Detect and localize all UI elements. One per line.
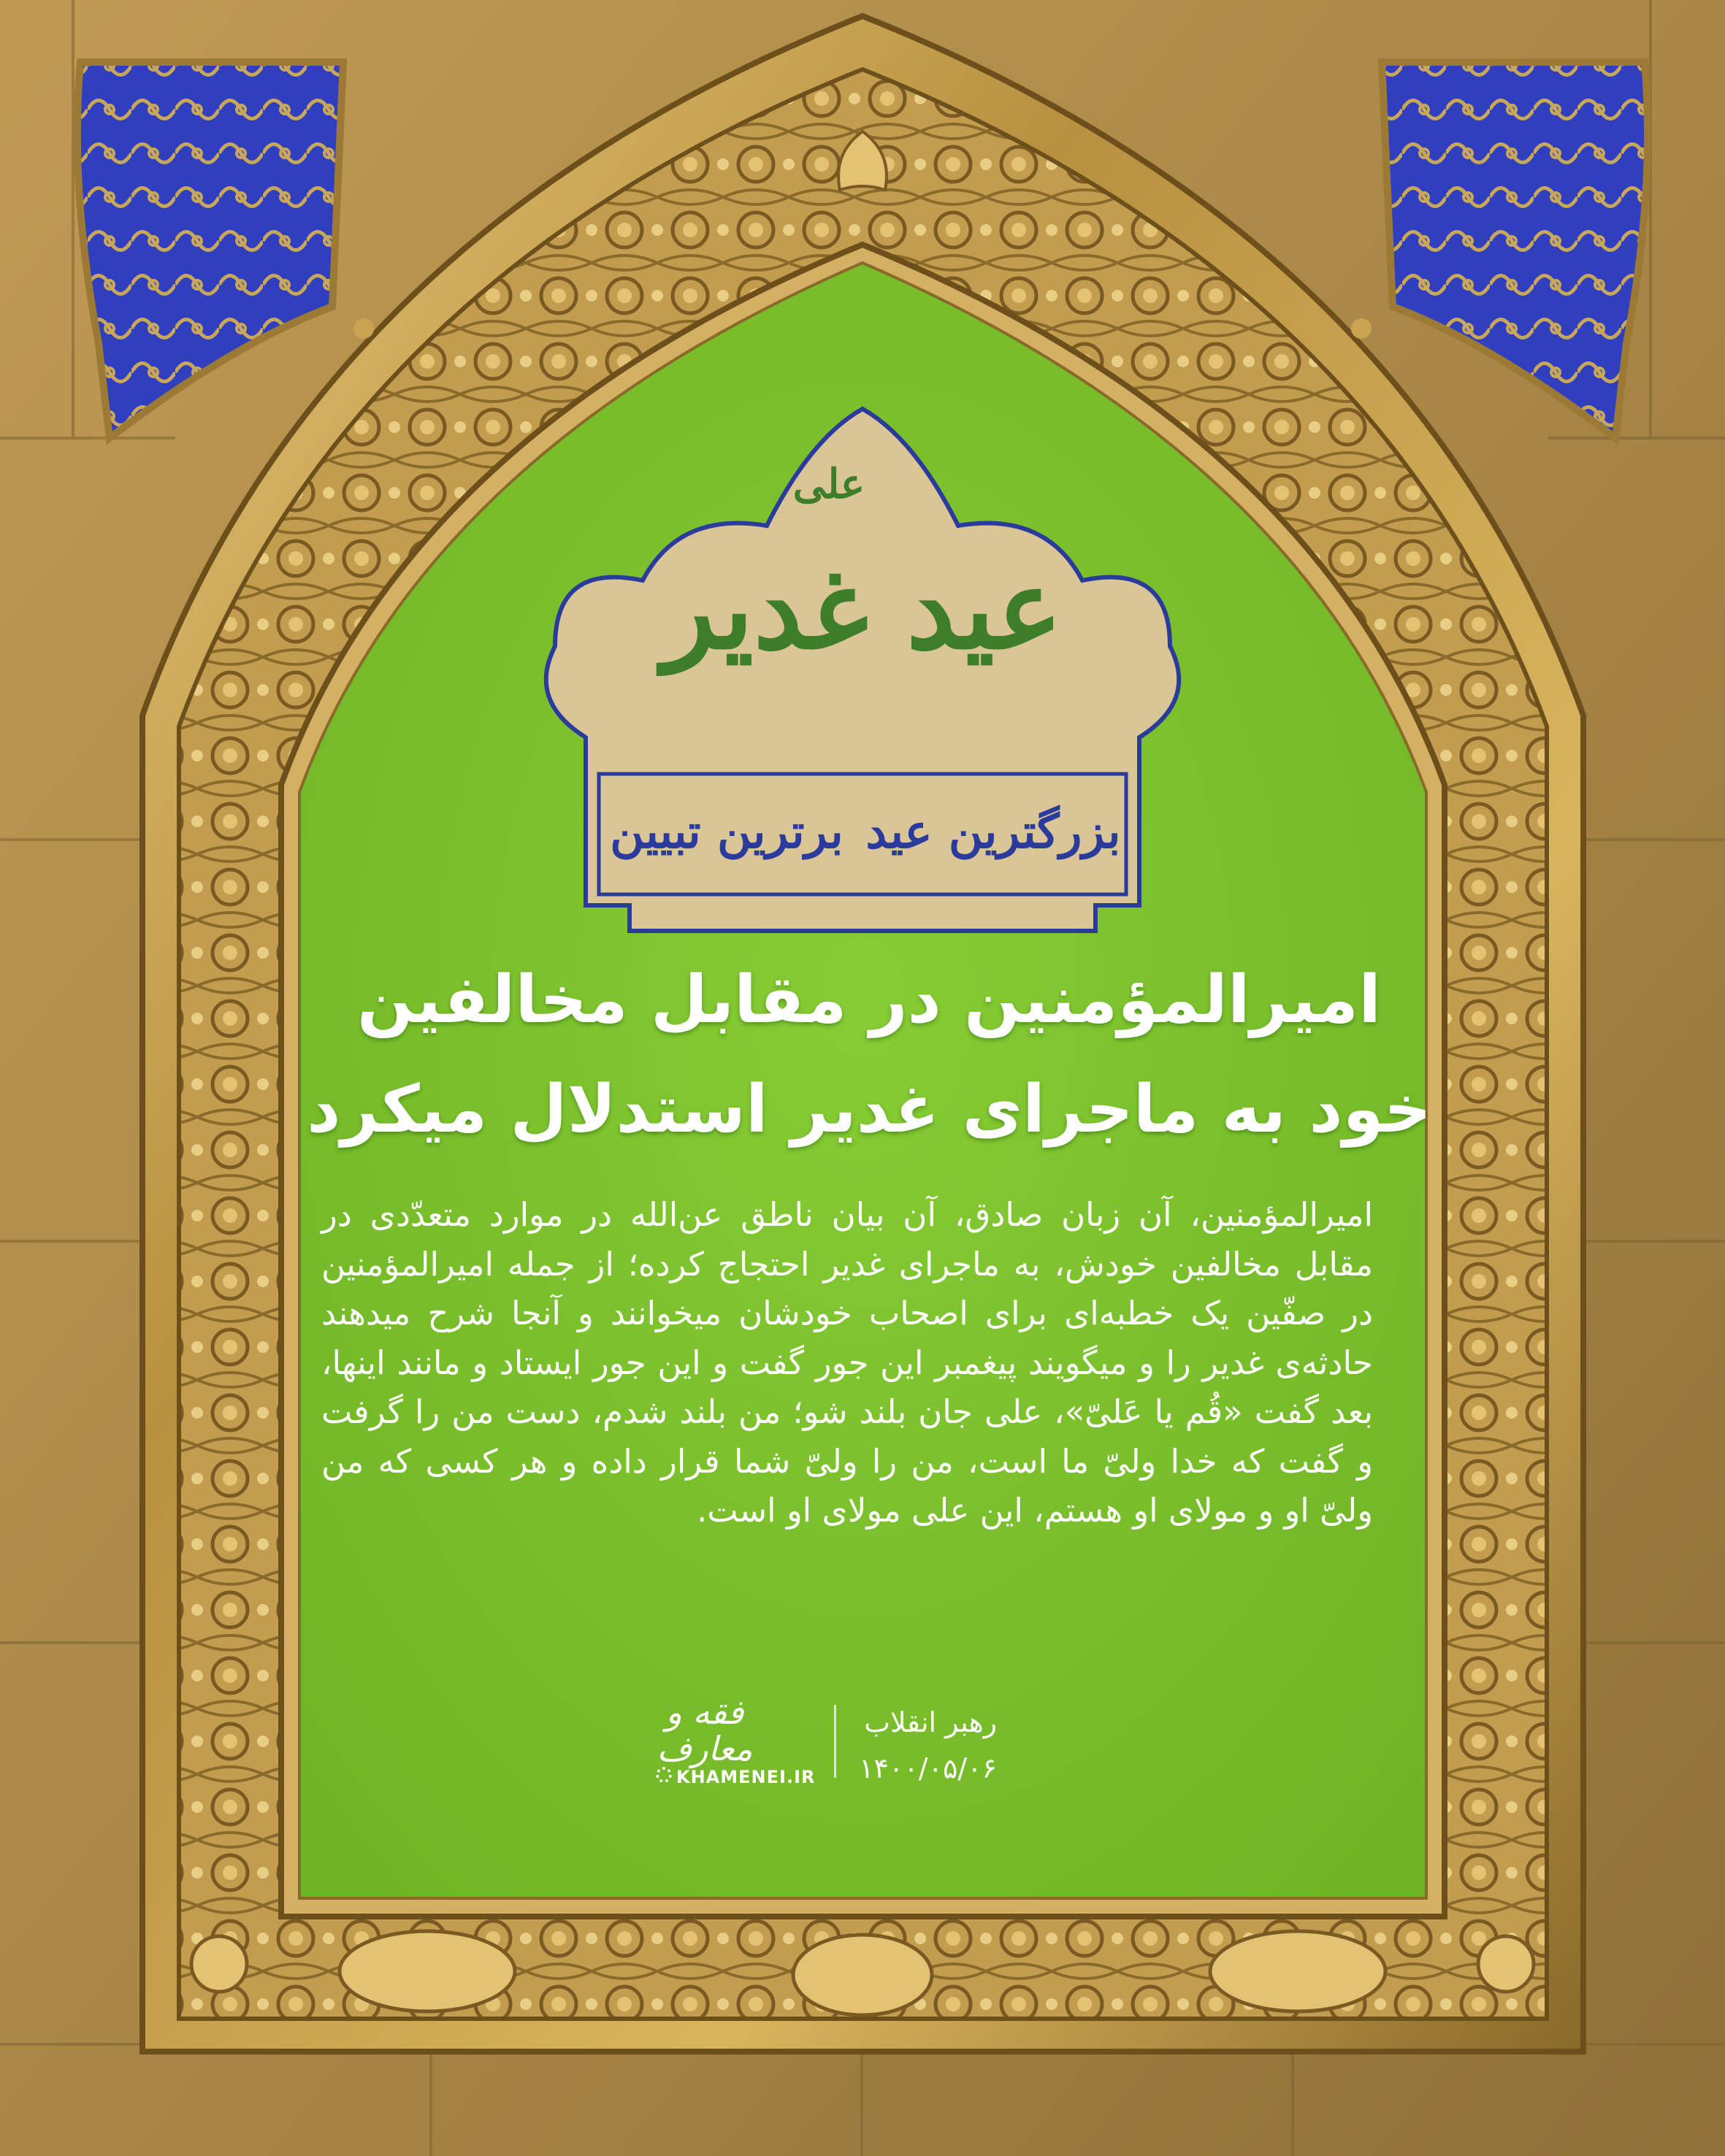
body-text <box>321 1190 1373 1535</box>
badge-title: عید غدیر <box>662 545 1063 674</box>
badge-subtitle-1: بزرگترین عید <box>865 805 1121 859</box>
credit-date: ۱۴۰۰/۰۵/۰۶ <box>859 1752 997 1784</box>
badge-subtitle-2: برترین تبیین <box>610 805 844 859</box>
heading-line-2: خود به ماجرای غدیر استدلال میکرد <box>307 1071 1431 1148</box>
logo-calligraphy: فقه و معارف <box>657 1692 753 1768</box>
body-paragraph: امیرالمؤمنین، آن زبان صادق، آن بیان ناطق عن‌الله در موارد متعدّدی در مقابل مخالفین خودش، به ماجرای غدیر احتجاج کرده؛ از جمله امیرالمؤمنین در صفّین یک خطبه‌ای برای اصحاب خودشان میخوانند و آنجا شرح میدهند حادثه‌ی غدیر را و میگویند پیغمبر این جور گفت و این جور ایستاد و مانند اینها، بعد گفت «قُم یا عَلیّ»، علی جان بلند شو؛ من بلند شدم، دست من را گرفت و گفت که خدا ولیّ ما است، من را ولیّ شما قرار داده و هر کسی که من ولیّ او و مولای او هستم، این علی مولای او است. <box>321 1195 1373 1530</box>
badge-ali: علی <box>792 460 865 508</box>
logo-site: KHAMENEI.IR <box>676 1767 816 1787</box>
heading-line-1: امیرالمؤمنین در مقابل مخالفین <box>357 962 1381 1038</box>
credit-author: رهبر انقلاب <box>864 1706 997 1738</box>
credit-divider <box>834 1705 836 1778</box>
logo-mark-icon <box>656 1767 672 1783</box>
